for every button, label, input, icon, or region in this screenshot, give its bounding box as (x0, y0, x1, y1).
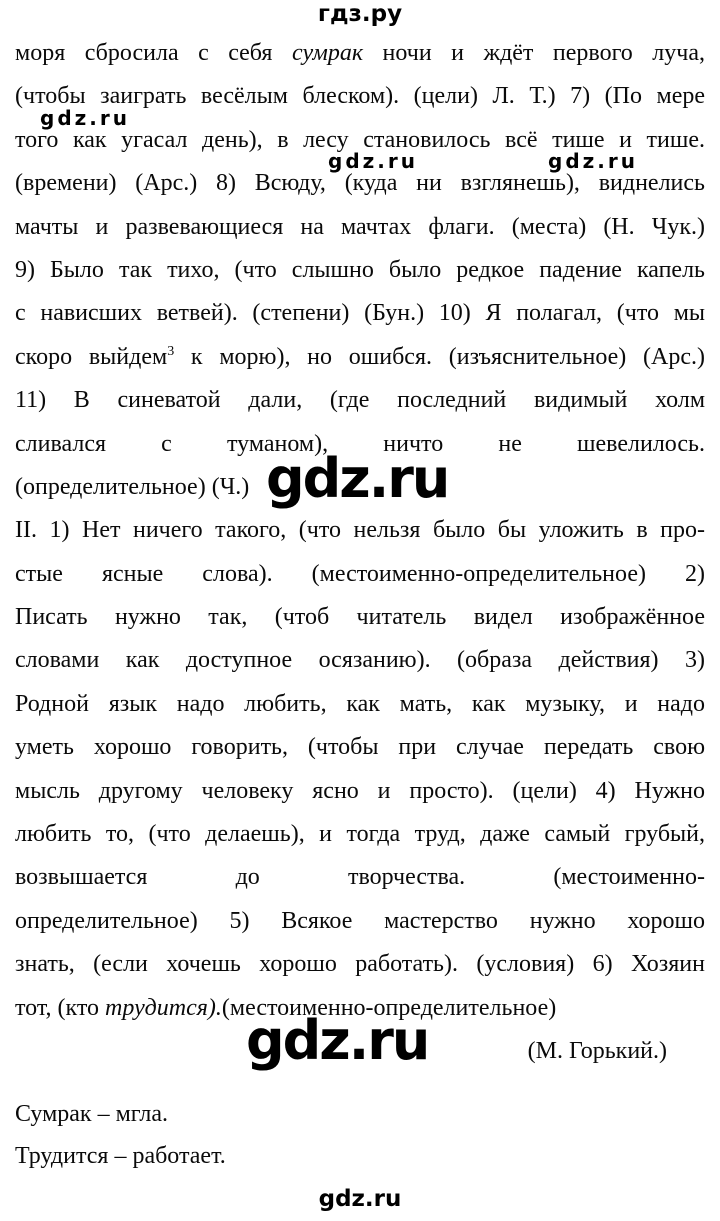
text-line (15, 32, 705, 75)
text-line: (определительное) (Ч.) (15, 473, 250, 500)
text-line: Родной язык надо любить, как мать, как музыку, и надо (15, 690, 705, 717)
superscript-mark: 3 (167, 343, 175, 359)
watermark-gdz-small: gdz.ru (328, 149, 418, 173)
exercise-text (0, 32, 720, 1177)
text-line: стые ясные слова). (местоименно-определительное) 2) (15, 560, 705, 587)
text-segment-italic: трудится). (105, 994, 222, 1021)
watermark-gdz-small: gdz.ru (548, 149, 638, 173)
text-segment: (местоименно-определительное) (221, 994, 557, 1021)
watermark-gdz-large: gdz.ru (246, 1009, 429, 1072)
text-line: сливался с туманом), ничто не шевелилось. (15, 430, 705, 457)
definition-line: Трудится – работает. (15, 1143, 226, 1170)
text-line: возвышается до творчества. (местоименно- (15, 864, 705, 891)
text-segment-italic: сумрак (291, 40, 364, 66)
text-line: 9) Было так тихо, (что слышно было редкое падение капель (15, 256, 705, 283)
text-line: того как угасал день), в лесу становилось всё тише и тише. (15, 126, 705, 153)
text-line: с нависших ветвей). (степени) (Бун.) 10) Я полагал, (что мы (15, 300, 705, 327)
text-segment: к морю), но ошибся. (изъяснительное) (Арс.) (174, 343, 705, 370)
text-line: любить то, (что делаешь), и тогда труд, даже самый грубый, (15, 821, 705, 848)
text-segment: скоро выйдем (15, 343, 168, 370)
text-line: словами как доступное осязанию). (образа действия) 3) (15, 647, 705, 674)
text-segment: моря сбросила с себя (15, 40, 292, 66)
text-segment: ночи и ждёт первого луча, (363, 40, 705, 66)
text-line: определительное) 5) Всякое мастерство нужно хорошо (15, 907, 705, 934)
footer-logo: gdz.ru (318, 1186, 402, 1213)
text-line: знать, (если хочешь хорошо работать). (условия) 6) Хозяин (15, 951, 705, 978)
text-line (15, 336, 705, 379)
text-line: мысль другому человеку ясно и просто). (цели) 4) Нужно (15, 777, 705, 804)
text-line: II. 1) Нет ничего такого, (что нельзя было бы уложить в про- (15, 517, 705, 544)
text-line: (чтобы заиграть весёлым блеском). (цели) Л. Т.) 7) (По мере (15, 83, 705, 110)
text-line: Писать нужно так, (чтоб читатель видел изображённое (15, 604, 705, 631)
watermark-gdz-small: gdz.ru (40, 106, 130, 130)
word-definitions (15, 1093, 705, 1177)
text-line: 11) В синеватой дали, (где последний видимый холм (15, 387, 705, 414)
author-signature: (М. Горький.) (527, 1037, 667, 1064)
definition-line: Сумрак – мгла. (15, 1101, 169, 1128)
watermark-gdz-large: gdz.ru (266, 447, 449, 510)
text-line: (времени) (Арс.) 8) Всюду, (куда ни взглянешь), виднелись (15, 170, 705, 197)
site-logo: гдз.ру (317, 1, 403, 27)
text-line: уметь хорошо говорить, (чтобы при случае передать свою (15, 734, 705, 761)
text-segment: тот, (кто (15, 994, 106, 1021)
text-line: мачты и развевающиеся на мачтах флаги. (места) (Н. Чук.) (15, 213, 705, 240)
